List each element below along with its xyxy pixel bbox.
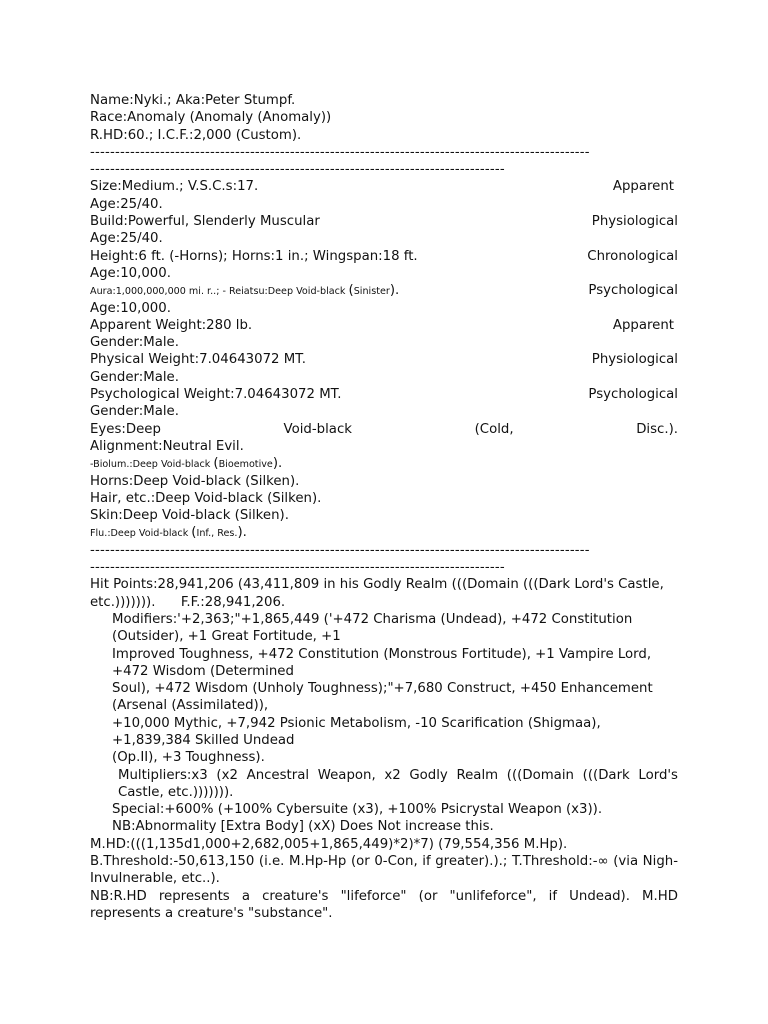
modifiers-4: +10,000 Mythic, +7,942 Psionic Metabolism, -10 Scarification (Shigmaa), +1,839,384 Skilled Undead xyxy=(112,715,601,748)
eyes-row xyxy=(90,421,678,438)
biolum-paren-open: ( xyxy=(213,456,219,472)
physiological-gender-value: Gender:Male. xyxy=(90,369,179,385)
flu-line xyxy=(90,524,678,541)
size-row xyxy=(90,178,678,195)
modifiers-3: Soul), +472 Wisdom (Unholy Toughness);"+7,680 Construct, +450 Enhancement (Arsenal (Assimilated)), xyxy=(112,681,653,714)
flu-main: Flu.:Deep Void-black xyxy=(90,528,192,540)
eyes-word-4: Disc.). xyxy=(636,421,678,437)
build-text: Build:Powerful, Slenderly Muscular xyxy=(90,214,320,230)
height-text: Height:6 ft. (-Horns); Horns:1 in.; Wingspan:18 ft. xyxy=(90,248,418,264)
threshold: B.Threshold:-50,613,150 (i.e. M.Hp-Hp (or 0-Con, if greater).).; T.Threshold:-∞ (via Nigh-Invulnerable, etc..). xyxy=(90,854,678,887)
psychological-gender-label: Psychological xyxy=(588,387,678,403)
apparent-age-label: Apparent xyxy=(612,179,674,195)
nb-rhd: NB:R.HD represents a creature's "lifeforce" (or "unlifeforce", if Undead). M.HD represents a creature's "substance". xyxy=(90,888,678,921)
physical-weight-text: Physical Weight:7.04643072 MT. xyxy=(90,352,306,368)
apparent-gender-label: Apparent xyxy=(612,317,674,333)
special: Special:+600% (+100% Cybersuite (x3), +100% Psicrystal Weapon (x3)). xyxy=(112,802,603,818)
physiological-gender-label: Physiological xyxy=(591,352,678,368)
horns-line: Horns:Deep Void-black (Silken). xyxy=(90,473,300,489)
chronological-age-value: Age:10,000. xyxy=(90,265,171,281)
physiological-age-value: Age:25/40. xyxy=(90,231,163,247)
eyes-word-1: Eyes:Deep xyxy=(90,421,161,437)
apparent-weight-row xyxy=(90,317,678,334)
physiological-age-label: Physiological xyxy=(591,214,678,230)
hair-line: Hair, etc.:Deep Void-black (Silken). xyxy=(90,490,322,506)
eyes-word-2: Void-black xyxy=(283,421,352,437)
biolum-paren-close: ). xyxy=(272,456,283,472)
eyes-word-3: (Cold, xyxy=(474,421,514,437)
build-row xyxy=(90,213,678,230)
psychological-gender-value: Gender:Male. xyxy=(90,404,179,420)
aura-paren-open: ( xyxy=(348,283,354,299)
apparent-gender-value: Gender:Male. xyxy=(90,335,179,351)
aura-paren-close: ). xyxy=(389,283,400,299)
flu-paren-open: ( xyxy=(191,525,197,541)
race-line: Race:Anomaly (Anomaly (Anomaly)) xyxy=(90,110,332,126)
hit-points: Hit Points:28,941,206 (43,411,809 in his Godly Realm (((Domain (((Dark Lord's Castle, etc.))))))). F.F.:28,941,206. xyxy=(90,577,669,610)
document-body xyxy=(90,92,678,922)
aura-main: Aura:1,000,000,000 mi. r..; - Reiatsu:Deep Void-black xyxy=(90,286,349,298)
aura-quality: Sinister xyxy=(353,286,390,298)
modifiers-5: (Op.II), +3 Toughness). xyxy=(112,750,265,766)
modifiers-2: Improved Toughness, +472 Constitution (Monstrous Fortitude), +1 Vampire Lord, +472 Wisdom (Determined xyxy=(112,646,652,679)
aura-row xyxy=(90,282,678,299)
psychological-weight-row xyxy=(90,386,678,403)
chronological-age-label: Chronological xyxy=(587,248,678,264)
name-line: Name:Nyki.; Aka:Peter Stumpf. xyxy=(90,93,296,108)
multipliers: Multipliers:x3 (x2 Ancestral Weapon, x2 Godly Realm (((Domain (((Dark Lord's Castle, etc.))))))). xyxy=(118,767,678,800)
apparent-weight-text: Apparent Weight:280 lb. xyxy=(90,317,253,333)
biolum-line xyxy=(90,455,678,472)
separator-short: ----------------------------------------------------------------------------------- xyxy=(90,162,505,178)
apparent-age-value: Age:25/40. xyxy=(90,196,163,212)
height-row xyxy=(90,248,678,265)
alignment-line: Alignment:Neutral Evil. xyxy=(90,438,244,454)
rhd-line: R.HD:60.; I.C.F.:2,000 (Custom). xyxy=(90,127,302,143)
separator-long: ---------------------------------------------------------------------------------------------------- xyxy=(90,144,590,160)
psychological-age-value: Age:10,000. xyxy=(90,300,171,316)
separator-long-2: ---------------------------------------------------------------------------------------------------- xyxy=(90,542,590,558)
separator-short-2: ----------------------------------------------------------------------------------- xyxy=(90,560,505,576)
flu-paren-close: ). xyxy=(237,525,247,541)
biolum-quality: Bioemotive xyxy=(218,459,273,471)
biolum-main: -Biolum.:Deep Void-black xyxy=(90,459,214,471)
psychological-weight-text: Psychological Weight:7.04643072 MT. xyxy=(90,387,342,403)
modifiers-1: Modifiers:'+2,363;"+1,865,449 ('+472 Charisma (Undead), +472 Constitution (Outsider), +1 Great Fortitude, +1 xyxy=(112,611,633,645)
physical-weight-row xyxy=(90,351,678,368)
psychological-age-label: Psychological xyxy=(588,283,678,299)
nb-abnormality: NB:Abnormality [Extra Body] (xX) Does Not increase this. xyxy=(112,819,494,835)
mhd: M.HD:(((1,135d1,000+2,682,005+1,865,449)*2)*7) (79,554,356 M.Hp). xyxy=(90,836,568,852)
flu-quality: Inf., Res. xyxy=(196,528,238,540)
size-text: Size:Medium.; V.S.C.s:17. xyxy=(90,179,259,195)
aura-text xyxy=(90,282,399,299)
skin-line: Skin:Deep Void-black (Silken). xyxy=(90,508,289,524)
